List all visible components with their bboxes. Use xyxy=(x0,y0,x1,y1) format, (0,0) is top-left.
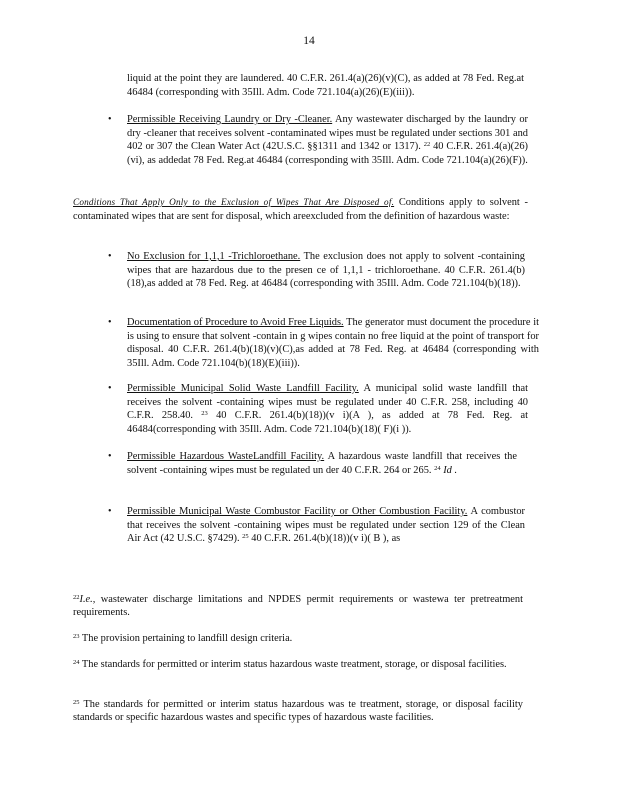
footnote-text: wastewater discharge limitations and NPDES permit requirements or wastewa ter pretreatment requirements. xyxy=(73,594,523,619)
footnote-ref: 23 xyxy=(201,410,208,418)
page-number: 14 xyxy=(303,35,315,47)
bullet-hw-landfill xyxy=(127,450,517,477)
footnote-23 xyxy=(73,632,523,645)
bullet-marker: • xyxy=(108,317,112,328)
footnote-24 xyxy=(73,658,523,671)
footnote-ref: 25 xyxy=(242,533,249,541)
footnote-text: The provision pertaining to landfill design criteria. xyxy=(81,633,293,644)
bullet-citation: 40 C.F.R. 261.4(b)(18))(v i)(A ), as added at 78 Fed. Reg. at 46484(corresponding with 35Ill. Adm. Code 721.104(b)(18)( F)(i )). xyxy=(127,410,528,435)
bullet-title: No Exclusion for 1,1,1 -Trichloroethane. xyxy=(127,251,301,262)
section-disposal xyxy=(73,196,528,223)
bullet-marker: • xyxy=(108,114,112,125)
footnote-number: 22 xyxy=(73,594,80,601)
bullet-text: A hazardous waste landfill that receives the solvent -containing wipes must be regulated un der 40 C.F.R. 264 or 265. xyxy=(127,451,517,476)
intro-paragraph xyxy=(127,72,524,99)
footnote-ref: 22 xyxy=(423,141,431,149)
bullet-text: A municipal solid waste landfill that receives the solvent -containing wipes must be regulated under 40 C.F.R. 258, including 40 C.F.R. 258.40. xyxy=(127,383,528,422)
bullet-text: A combustor that receives the solvent -containing wipes must be regulated under section 129 of the Clean Air Act (42 U.S.C. §7429). xyxy=(127,506,525,545)
bullet-marker: • xyxy=(108,451,112,462)
bullet-laundry xyxy=(127,113,528,167)
footnote-25 xyxy=(73,698,523,725)
bullet-msw-landfill xyxy=(127,382,528,436)
bullet-marker: • xyxy=(108,506,112,517)
bullet-title: Documentation of Procedure to Avoid Free Liquids. xyxy=(127,317,344,328)
section-heading: Conditions That Apply Only to the Exclusion of Wipes That Are Disposed of. xyxy=(73,197,395,207)
bullet-title: Permissible Municipal Waste Combustor Facility or Other Combustion Facility. xyxy=(127,506,468,517)
footnote-text: The standards for permitted or interim status hazardous was te treatment, storage, or disposal facility standards or specific hazardous wastes and specific types of hazardous waste facilities. xyxy=(73,699,523,724)
bullet-text: The generator must document the procedure it is using to ensure that solvent -contain in g wipes contain no free liquid at the point of transport for disposal. 40 C.F.R. 261.4(b)(18)(v)(C),as added at 78 Fed. Reg. at 46484 (corresponding with 35Ill. Adm. Code 721.104(b)(18)(E)(iii)). xyxy=(127,317,539,369)
footnote-ref: 24 xyxy=(434,464,441,472)
intro-text: liquid at the point they are laundered. 40 C.F.R. 261.4(a)(26)(v)(C), as added at 78 Fed. Reg.at 46484 (corresponding with 35Ill. Adm. Code 721.104(a)(26)(E)(iii)). xyxy=(127,73,524,98)
footnote-text: The standards for permitted or interim status hazardous waste treatment, storage, or disposal facilities. xyxy=(81,659,507,670)
section-text: Conditions apply to solvent -contaminated wipes that are sent for disposal, which areexcluded from the definition of hazardous waste: xyxy=(73,197,528,222)
bullet-title: Permissible Receiving Laundry or Dry -Cleaner. xyxy=(127,114,333,125)
bullet-title: Permissible Municipal Solid Waste Landfill Facility. xyxy=(127,383,359,394)
bullet-citation: 40 C.F.R. 261.4(b)(18))(v i)( B ), as xyxy=(251,533,401,545)
footnote-number: 24 xyxy=(73,659,80,666)
bullet-citation: 40 C.F.R. 261.4(a)(26)(vi), as addedat 78 Fed. Reg.at 46484 (corresponding with 35Ill. Adm. Code 721.104(a)(26)(F)). xyxy=(127,141,528,166)
footnote-22 xyxy=(73,593,523,620)
bullet-text: The exclusion does not apply to solvent -containing wipes that are hazardous due to the presen ce of 1,1,1 - trichloroethane. 40 C.F.R. 261.4(b)(18),as added at 78 Fed. Reg. at 46484 (corresponding with 35Ill. Adm. Code 721.104(b)(18)). xyxy=(127,251,525,290)
bullet-text: Any wastewater discharged by the laundry or dry -cleaner that receives solvent -contaminated wipes must be regulated under sections 301 and 402 or 307 the Clean Water Act (42U.S.C. §§1311 and 1342 or 1317). xyxy=(127,114,528,153)
bullet-title: Permissible Hazardous WasteLandfill Facility. xyxy=(127,451,325,462)
footnote-number: 23 xyxy=(73,633,80,640)
bullet-citation: Id . xyxy=(443,464,458,476)
bullet-documentation xyxy=(127,316,539,370)
footnote-number: 25 xyxy=(73,699,80,706)
bullet-marker: • xyxy=(108,251,112,262)
bullet-trichloroethane xyxy=(127,250,525,291)
bullet-marker: • xyxy=(108,383,112,394)
bullet-combustor xyxy=(127,505,525,546)
footnote-lead: I.e., xyxy=(79,594,96,605)
